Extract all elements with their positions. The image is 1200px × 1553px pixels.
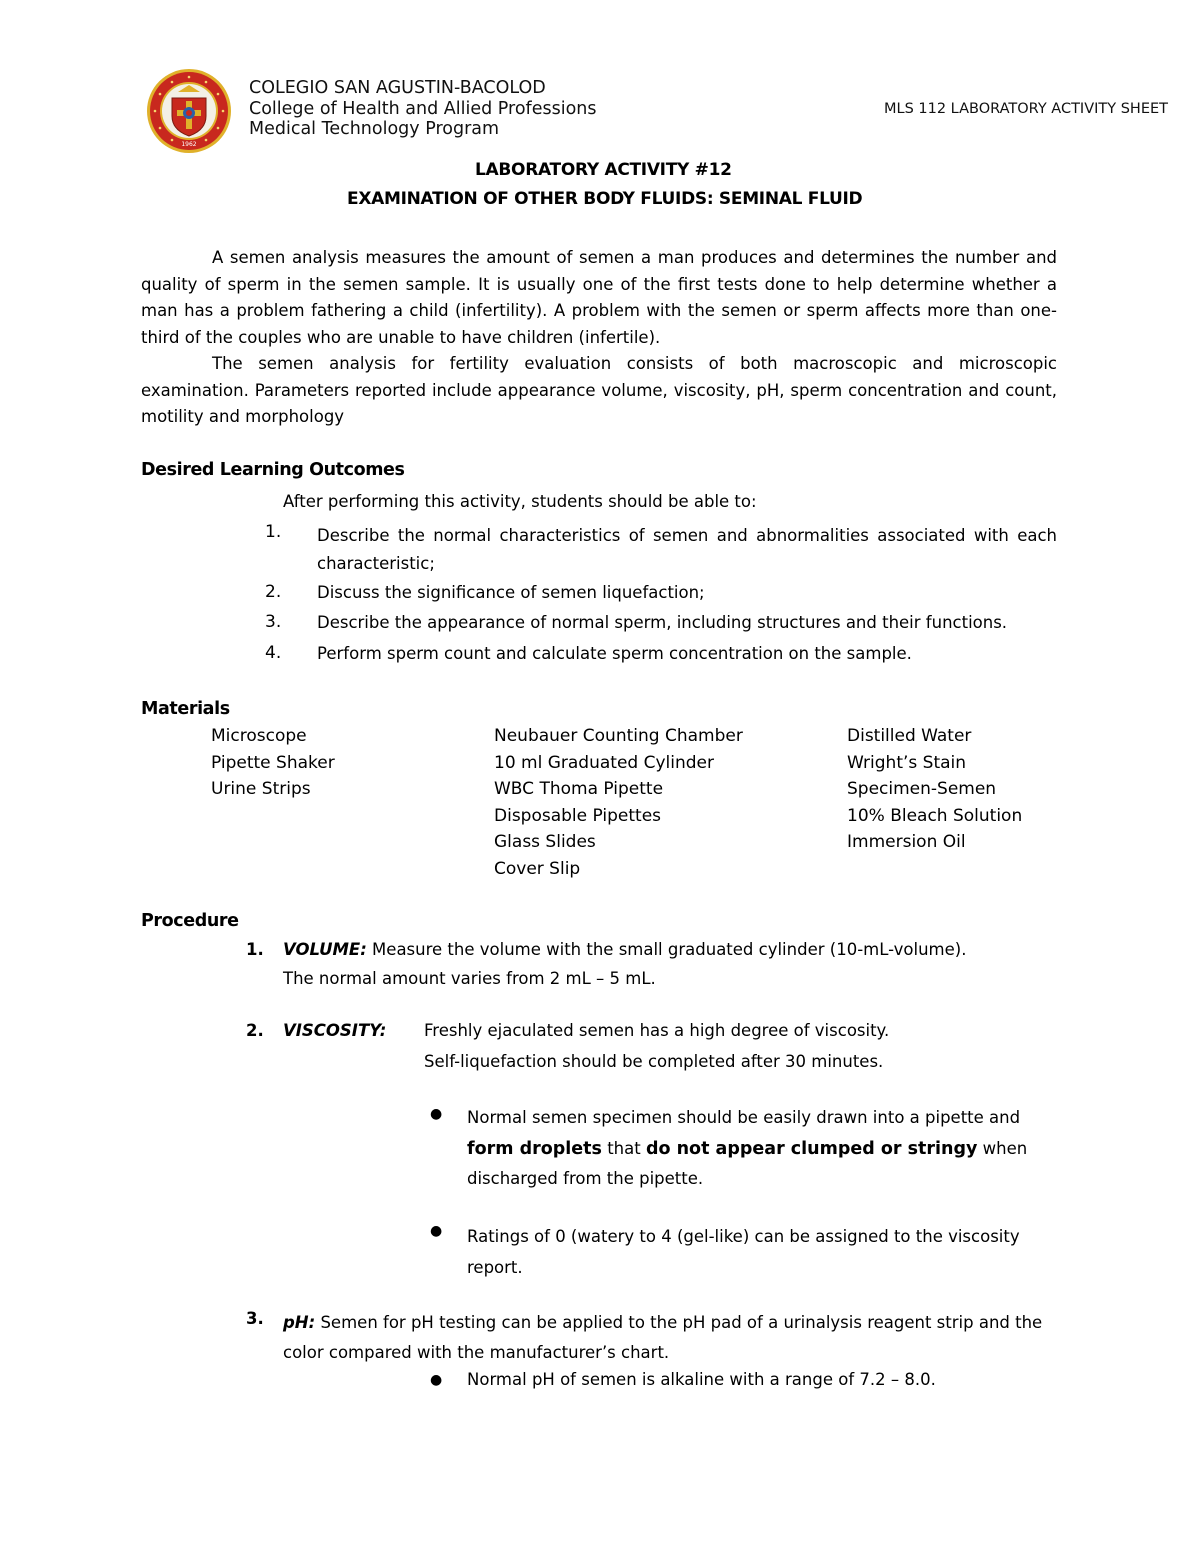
step-3-ph: pH: Semen for pH testing can be applied to the pH pad of a urinalysis reagent strip and the color compared with the manufacturer’s chart. bbox=[283, 1313, 1043, 1362]
viscosity-bullet-2: Ratings of 0 (watery to 4 (gel-like) can be assigned to the viscosity report. bbox=[467, 1227, 1020, 1277]
material-item: Urine Strips bbox=[211, 779, 311, 799]
outcome-item-1: Describe the normal characteristics of semen and abnormalities associated with each characteristic; bbox=[317, 526, 1057, 573]
step-2-line-1: Freshly ejaculated semen has a high degree of viscosity. bbox=[424, 1021, 890, 1040]
intro-paragraph-2: The semen analysis for fertility evaluation consists of both macroscopic and microscopic examination. Parameters reported include appearance volume, viscosity, pH, sperm concentration and count, motility and morphology bbox=[141, 354, 1057, 426]
outcome-number-3: 3. bbox=[265, 612, 282, 632]
seal-year: 1962 bbox=[181, 141, 197, 148]
outcome-number-1: 1. bbox=[265, 522, 282, 542]
intro-text bbox=[141, 245, 1057, 431]
ph-bullet-1: Normal pH of semen is alkaline with a range of 7.2 – 8.0. bbox=[467, 1370, 936, 1389]
step-number-3: 3. bbox=[246, 1309, 264, 1328]
outcome-number-4: 4. bbox=[265, 643, 282, 663]
materials-heading: Materials bbox=[141, 699, 230, 719]
materials-column-1 bbox=[211, 723, 335, 803]
school-seal-logo bbox=[146, 68, 232, 154]
outcomes-lead: After performing this activity, students should be able to: bbox=[283, 492, 757, 511]
material-item: Cover Slip bbox=[494, 858, 581, 879]
step-label-ph: pH: bbox=[283, 1313, 316, 1332]
step-2-line-2: Self-liquefaction should be completed after 30 minutes. bbox=[424, 1052, 884, 1071]
materials-column-2 bbox=[494, 723, 743, 882]
intro-paragraph-1: A semen analysis measures the amount of semen a man produces and determines the number and quality of sperm in the semen sample. It is usually one of the first tests done to help determine whether a man has a problem fathering a child (infertility). A problem with the semen or sperm affects more than one-third of the couples who are unable to have children (infertile). bbox=[141, 248, 1057, 347]
step-label-volume: VOLUME: bbox=[283, 940, 367, 959]
step-number-2: 2. bbox=[246, 1021, 264, 1040]
outcomes-heading: Desired Learning Outcomes bbox=[141, 460, 405, 480]
material-item: Glass Slides bbox=[494, 832, 596, 852]
step-label-viscosity: VISCOSITY: bbox=[283, 1021, 387, 1040]
activity-title: EXAMINATION OF OTHER BODY FLUIDS: SEMINAL FLUID bbox=[347, 189, 863, 209]
sheet-label: MLS 112 LABORATORY ACTIVITY SHEET bbox=[884, 101, 1169, 117]
outcome-item-4: Perform sperm count and calculate sperm concentration on the sample. bbox=[317, 644, 912, 663]
outcome-number-2: 2. bbox=[265, 582, 282, 602]
viscosity-bullet-1: Normal semen specimen should be easily drawn into a pipette and form droplets that do not appear clumped or stringy when discharged from the pipette. bbox=[467, 1108, 1028, 1188]
materials-column-3 bbox=[847, 723, 1022, 856]
material-item: WBC Thoma Pipette bbox=[494, 779, 664, 799]
step-number-1: 1. bbox=[246, 940, 264, 959]
material-item: Neubauer Counting Chamber bbox=[494, 726, 743, 746]
step-1-volume: VOLUME: Measure the volume with the small graduated cylinder (10-mL-volume). bbox=[283, 940, 967, 959]
material-item: Specimen-Semen bbox=[847, 779, 997, 799]
procedure-heading: Procedure bbox=[141, 911, 239, 931]
program-name: Medical Technology Program bbox=[249, 119, 500, 139]
school-name: COLEGIO SAN AGUSTIN-BACOLOD bbox=[249, 78, 546, 98]
material-item: Wright’s Stain bbox=[847, 752, 967, 773]
outcome-item-3: Describe the appearance of normal sperm, including structures and their functions. bbox=[317, 613, 1008, 632]
outcome-item-2: Discuss the significance of semen liquefaction; bbox=[317, 583, 705, 602]
bullet-icon: ● bbox=[430, 1106, 443, 1122]
bullet-icon: ● bbox=[430, 1372, 443, 1388]
material-item: Immersion Oil bbox=[847, 832, 966, 852]
material-item: Disposable Pipettes bbox=[494, 805, 662, 826]
material-item: 10% Bleach Solution bbox=[847, 805, 1023, 826]
college-name: College of Health and Allied Professions bbox=[249, 99, 597, 119]
bullet-icon: ● bbox=[430, 1223, 443, 1239]
material-item: 10 ml Graduated Cylinder bbox=[494, 752, 714, 773]
activity-number-title: LABORATORY ACTIVITY #12 bbox=[475, 160, 732, 180]
step-1-normal-range: The normal amount varies from 2 mL – 5 mL. bbox=[283, 969, 656, 988]
material-item: Pipette Shaker bbox=[211, 752, 335, 773]
material-item: Microscope bbox=[211, 726, 307, 746]
material-item: Distilled Water bbox=[847, 726, 972, 746]
